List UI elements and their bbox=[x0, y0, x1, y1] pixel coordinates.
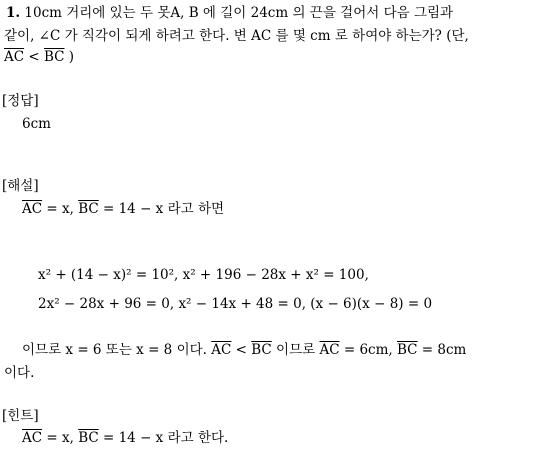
formula-1: x² + (14 − x)² = 10², x² + 196 − 28x + x² = 100, bbox=[38, 267, 369, 283]
equation-part: = 14 − x bbox=[98, 201, 164, 217]
problem-number: 1. bbox=[6, 5, 21, 21]
hint-tail: 라고 한다. bbox=[163, 430, 229, 446]
solution-heading: [해설] bbox=[2, 178, 39, 194]
problem-text-2: 같이, ∠C 가 직각이 되게 하려고 한다. 변 AC 를 몇 cm 로 하여야 하는가? (단, bbox=[4, 28, 469, 44]
problem-line-1 bbox=[6, 4, 453, 22]
equation-part: = 14 − x bbox=[98, 430, 164, 446]
hint-text bbox=[22, 429, 228, 447]
less-than: < bbox=[231, 342, 252, 358]
conclusion-value: = 8cm bbox=[417, 342, 467, 358]
problem-text-1: 10cm 거리에 있는 두 못A, B 에 길이 24cm 의 끈을 걸어서 다음 그림과 bbox=[24, 5, 454, 21]
segment-bc: $\overline{BC}$ bbox=[78, 201, 99, 217]
answer-heading: [정답] bbox=[2, 93, 39, 109]
problem-line-2 bbox=[4, 27, 469, 45]
segment-ac: $\overline{AC}$ bbox=[22, 201, 43, 217]
segment-bc: $\overline{BC}$ bbox=[397, 342, 418, 358]
close-paren: ) bbox=[64, 49, 75, 65]
equation-part: = x, bbox=[42, 201, 79, 217]
segment-bc: $\overline{BC}$ bbox=[78, 430, 99, 446]
conclusion-line-2: 이다. bbox=[4, 365, 35, 381]
segment-ac: $\overline{AC}$ bbox=[211, 342, 232, 358]
problem-condition bbox=[4, 48, 74, 66]
segment-bc: $\overline{BC}$ bbox=[44, 49, 65, 65]
setup-tail: 라고 하면 bbox=[163, 201, 225, 217]
conclusion-value: = 6cm, bbox=[339, 342, 397, 358]
answer-value: 6cm bbox=[22, 116, 51, 132]
less-than: < bbox=[24, 49, 44, 65]
segment-ac: $\overline{AC}$ bbox=[22, 430, 43, 446]
segment-ac: $\overline{AC}$ bbox=[319, 342, 340, 358]
equation-part: = x, bbox=[42, 430, 79, 446]
solution-setup bbox=[22, 200, 224, 218]
conclusion-text: 이므로 x = 6 또는 x = 8 이다. bbox=[22, 342, 207, 358]
hint-heading: [힌트] bbox=[2, 408, 39, 424]
segment-ac: $\overline{AC}$ bbox=[4, 49, 25, 65]
conclusion-line-1 bbox=[22, 341, 466, 359]
conclusion-text: 이므로 bbox=[271, 342, 320, 358]
segment-bc: $\overline{BC}$ bbox=[251, 342, 272, 358]
formula-2: 2x² − 28x + 96 = 0, x² − 14x + 48 = 0, (x − 6)(x − 8) = 0 bbox=[38, 296, 433, 312]
